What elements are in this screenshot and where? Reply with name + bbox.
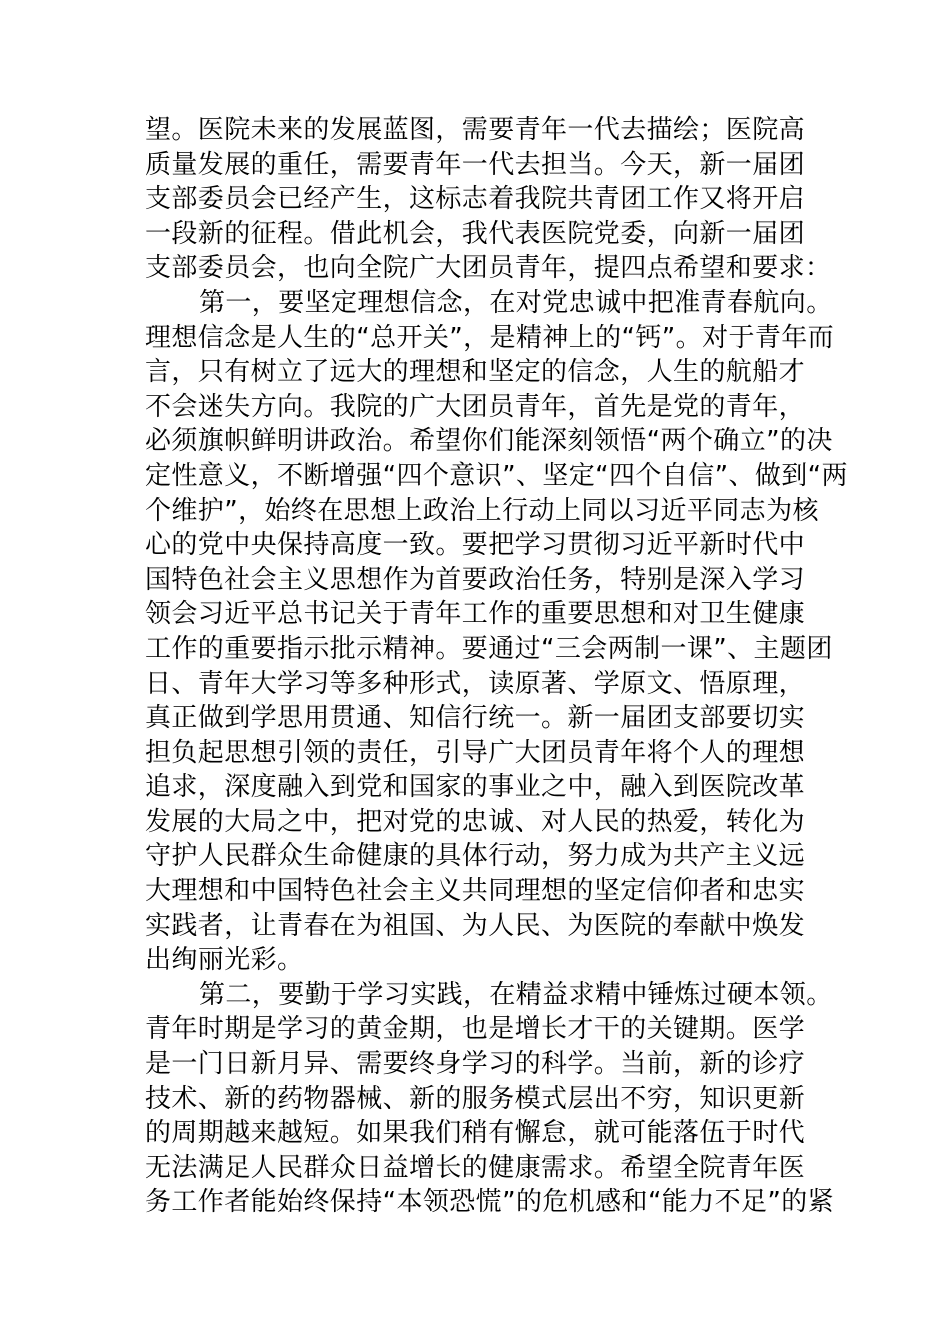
text-line: 国特色社会主义思想作为首要政治任务，特别是深入学习: [145, 564, 806, 595]
text-line: 担负起思想引领的责任，引导广大团员青年将个人的理想: [145, 737, 806, 768]
text-line: 发展的大局之中，把对党的忠诚、对人民的热爱，转化为: [145, 806, 806, 837]
document-body: [145, 113, 848, 1220]
text-line: 工作的重要指示批示精神。要通过“三会两制一课”、主题团: [145, 633, 833, 664]
text-line: 出绚丽光彩。: [145, 945, 304, 976]
text-line: 青年时期是学习的黄金期，也是增长才干的关键期。医学: [145, 1014, 806, 1045]
text-line: 实践者，让青春在为祖国、为人民、为医院的奉献中焕发: [145, 910, 806, 941]
text-line: 必须旗帜鲜明讲政治。希望你们能深刻领悟“两个确立”的决: [145, 426, 833, 457]
text-line: 无法满足人民群众日益增长的健康需求。希望全院青年医: [145, 1152, 806, 1183]
text-line: 个维护”，始终在思想上政治上行动上同以习近平同志为核: [145, 495, 819, 526]
text-line: 言，只有树立了远大的理想和坚定的信念，人生的航船才: [145, 357, 806, 388]
text-line: 理想信念是人生的“总开关”，是精神上的“钙”。对于青年而: [145, 322, 835, 353]
text-line: 追求，深度融入到党和国家的事业之中，融入到医院改革: [145, 772, 806, 803]
paragraph-heading-second: 第二，要勤于学习实践，在精益求精中锤炼过硬本领。: [199, 979, 833, 1010]
text-line: 大理想和中国特色社会主义共同理想的坚定信仰者和忠实: [145, 876, 806, 907]
text-line: 是一门日新月异、需要终身学习的科学。当前，新的诊疗: [145, 1049, 806, 1080]
text-line: 日、青年大学习等多种形式，读原著、学原文、悟原理，: [145, 668, 806, 699]
text-line: 支部委员会已经产生，这标志着我院共青团工作又将开启: [145, 184, 806, 215]
text-line: 望。医院未来的发展蓝图，需要青年一代去描绘；医院高: [145, 115, 806, 145]
paragraph-heading-first: 第一，要坚定理想信念，在对党忠诚中把准青春航向。: [199, 287, 833, 318]
text-line: 心的党中央保持高度一致。要把学习贯彻习近平新时代中: [145, 530, 806, 561]
text-line: 质量发展的重任，需要青年一代去担当。今天，新一届团: [145, 149, 806, 180]
text-line: 领会习近平总书记关于青年工作的重要思想和对卫生健康: [145, 599, 806, 630]
text-line: 不会迷失方向。我院的广大团员青年，首先是党的青年，: [145, 391, 806, 422]
text-line: 一段新的征程。借此机会，我代表医院党委，向新一届团: [145, 218, 806, 249]
text-line: 定性意义，不断增强“四个意识”、坚定“四个自信”、做到“两: [145, 460, 848, 491]
text-line: 支部委员会，也向全院广大团员青年，提四点希望和要求：: [145, 253, 832, 284]
text-line: 务工作者能始终保持“本领恐慌”的危机感和“能力不足”的紧: [145, 1187, 835, 1218]
text-line: 技术、新的药物器械、新的服务模式层出不穷，知识更新: [145, 1083, 806, 1114]
text-line: 守护人民群众生命健康的具体行动，努力成为共产主义远: [145, 841, 806, 872]
text-line: 的周期越来越短。如果我们稍有懈怠，就可能落伍于时代: [145, 1118, 806, 1149]
text-line: 真正做到学思用贯通、知信行统一。新一届团支部要切实: [145, 703, 806, 734]
